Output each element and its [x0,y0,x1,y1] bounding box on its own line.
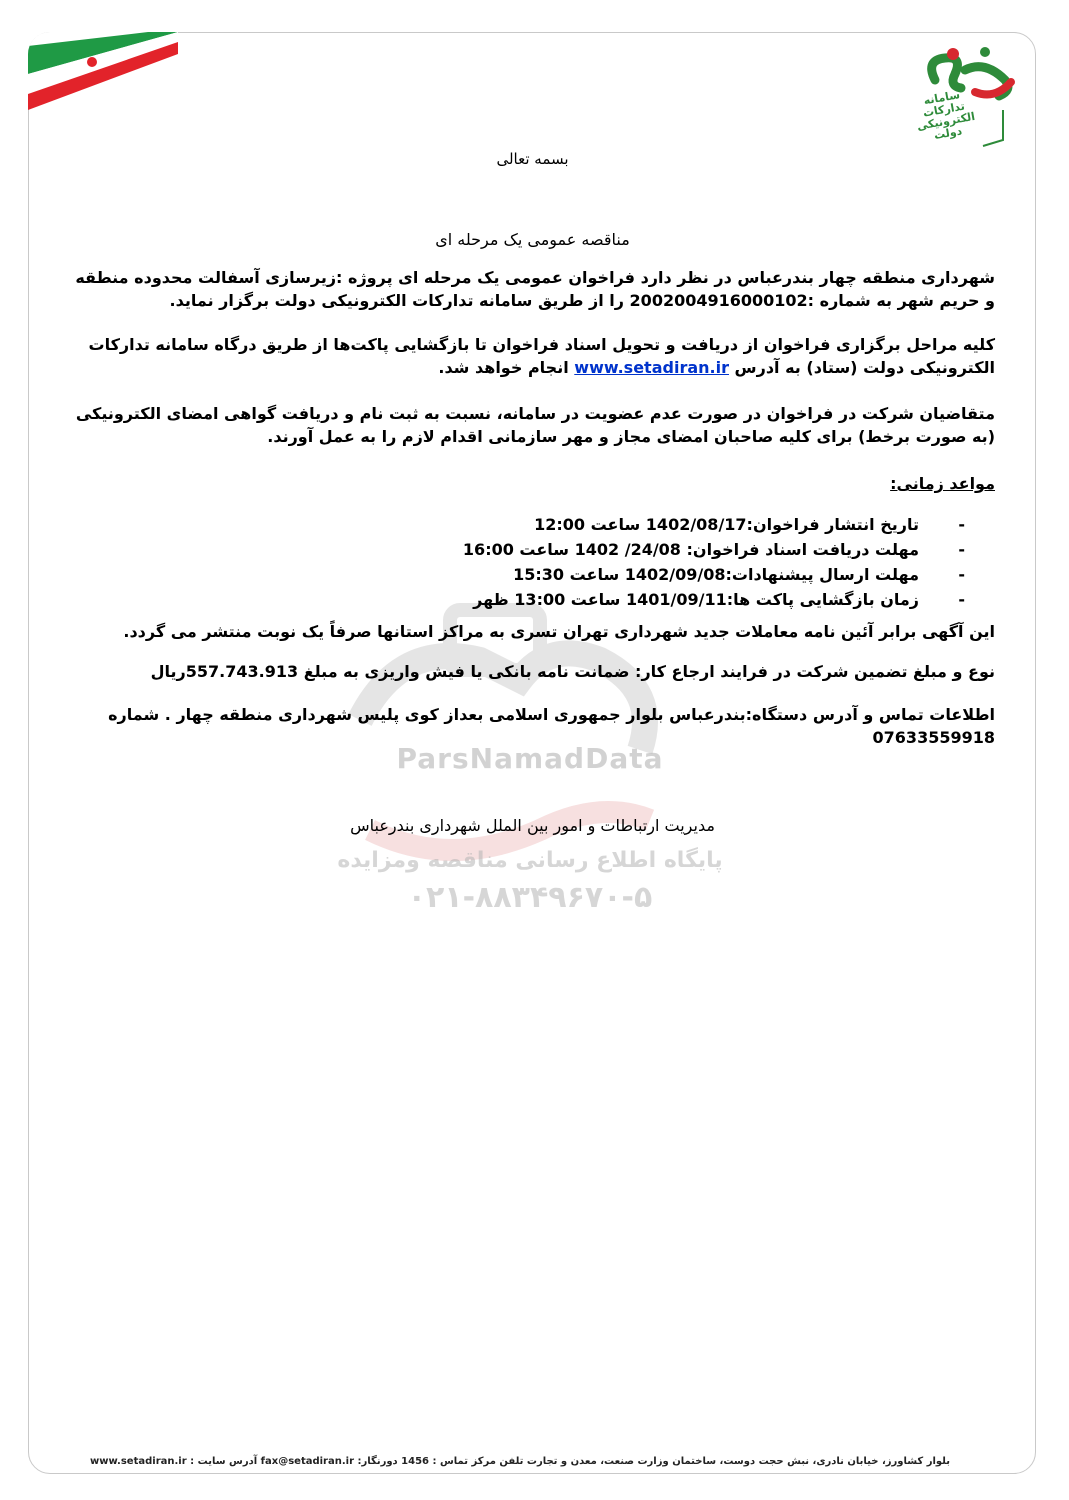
applicants-paragraph: متقاضیان شرکت در فراخوان در صورت عدم عضویت در سامانه، نسبت به ثبت نام و دریافت گواهی امضای الکترونیکی (به صورت برخط) برای کلیه صاحبان امضای مجاز و مهر سازمانی اقدام لازم را به عمل آورند. [75,404,995,446]
deadline-publish: - تاریخ انتشار فراخوان:1402/08/17 ساعت 12:00 [463,512,965,537]
deadlines-title: مواعد زمانی: [890,474,995,493]
contact-number: 07633559918 [872,728,995,747]
deadline-proposals: - مهلت ارسال پیشنهادات:1402/09/08 ساعت 15:30 [463,562,965,587]
page-title: مناقصه عمومی یک مرحله ای [435,230,630,249]
contact-text: اطلاعات تماس و آدرس دستگاه:بندرعباس بلوار جمهوری اسلامی بعداز کوی پلیس شهرداری منطقه چهار . شماره [108,705,995,724]
contact-paragraph [70,703,995,749]
stages-text-end: انجام خواهد شد. [438,358,569,377]
setadiran-link[interactable]: www.setadiran.ir [574,358,729,377]
notice-paragraph: این آگهی برابر آئین نامه معاملات جدید شهرداری تهران تسری به مراکز استانها صرفاً یک نوبت منتشر می گردد. [123,622,995,641]
bismillah: بسمه تعالی [496,150,569,168]
deadlines-list [463,512,965,612]
stages-text: کلیه مراحل برگزاری فراخوان از دریافت و تحویل اسناد فراخوان تا بازگشایی پاکت‌ها از طریق درگاه سامانه تدارکات الکترونیکی دولت (ستاد) به آدرس [88,335,995,377]
watermark-tagline: پایگاه اطلاع رسانی مناقصه ومزایده [337,848,723,873]
intro-paragraph: شهرداری منطقه چهار بندرعباس در نظر دارد فراخوان عمومی یک مرحله ای پروژه :زیرسازی آسفالت محدوده منطقه و حریم شهر به شماره :2002004916000102 را از طریق سامانه تدارکات الکترونیکی دولت برگزار نماید. [75,268,995,310]
guarantee-paragraph: نوع و مبلغ تضمین شرکت در فرایند ارجاع کار: ضمانت نامه بانکی یا فیش واریزی به مبلغ 557.743.913ریال [150,662,995,681]
deadline-documents: - مهلت دریافت اسناد فراخوان: 24/08/ 1402 ساعت 16:00 [463,537,965,562]
watermark-phone: ۰۲۱-۸۸۳۴۹۶۷۰-۵ [407,880,653,915]
deadline-opening: - زمان بازگشایی پاکت ها:1401/09/11 ساعت 13:00 ظهر [463,587,965,612]
stages-paragraph [70,333,995,379]
logo-caption: سامانه تدارکات الکترونیکی دولت [915,88,976,143]
footer-address: بلوار کشاورز، خیابان نادری، نبش حجت دوست، ساختمان وزارت صنعت، معدن و تجارت تلفن مرکز تماس : 1456 دورنگار: fax@setadiran.ir آدرس سایت : www.setadiran.ir [89,1456,950,1467]
iran-flag-icon [28,32,178,110]
signature: مدیریت ارتباطات و امور بین الملل شهرداری بندرعباس [350,816,715,835]
watermark-brand: ParsNamadData [396,742,664,775]
